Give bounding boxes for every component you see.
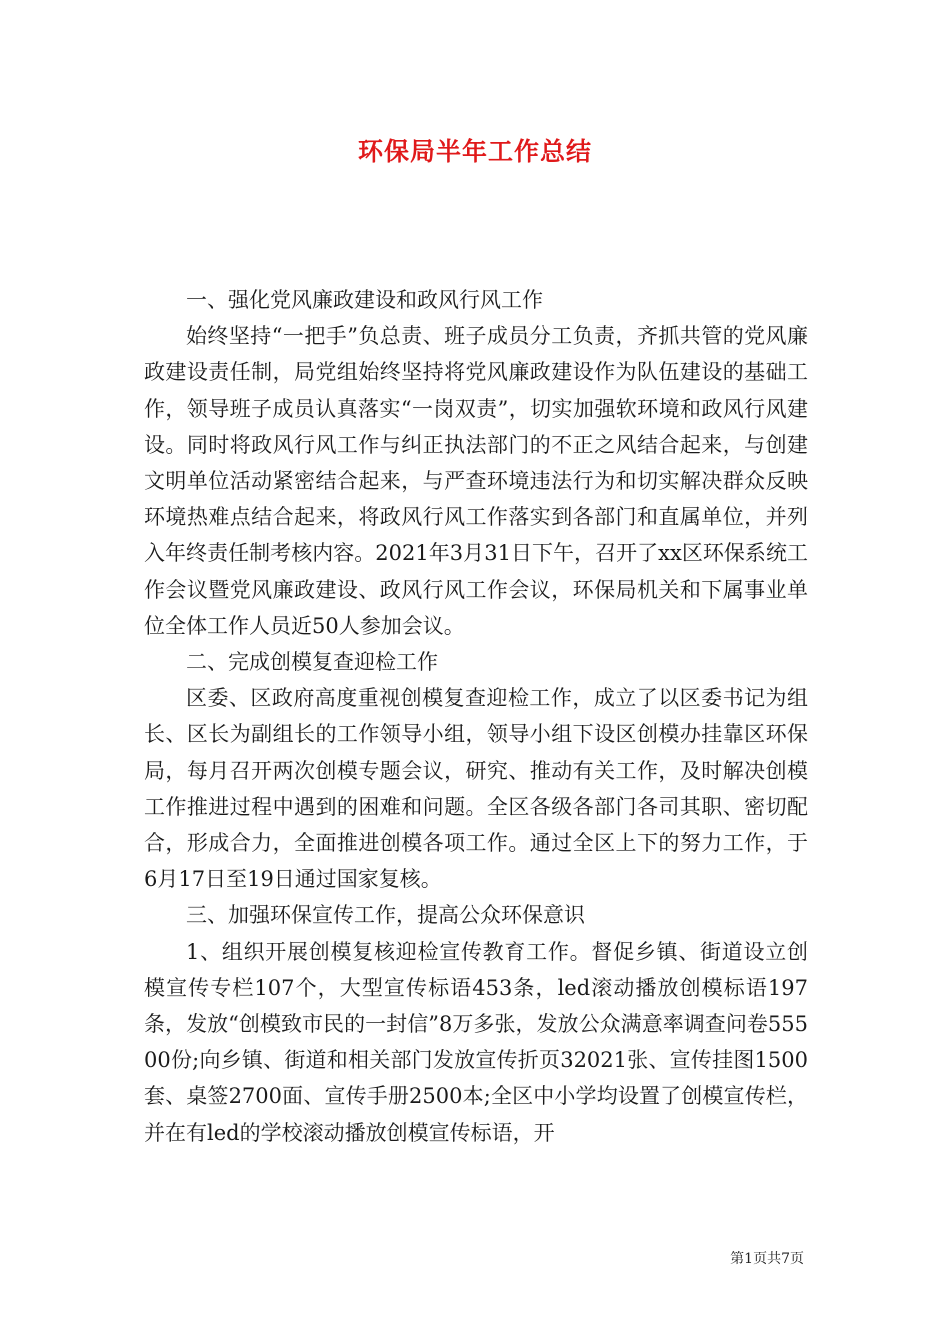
- paragraph: 1、组织开展创模复核迎检宣传教育工作。督促乡镇、街道设立创模宣传专栏107个，大型宣传标语453条，led滚动播放创模标语197条，发放“创模致市民的一封信”8万多张，发放公众满意率调查问卷55500份;向乡镇、街道和相关部门发放宣传折页32021张、宣传挂图1500套、桌签2700面、宣传手册2500本;全区中小学均设置了创模宣传栏，并在有led的学校滚动播放创模宣传标语，开: [144, 939, 808, 1145]
- section-heading-1: 一、强化党风廉政建设和政风行风工作: [186, 288, 543, 312]
- section-heading-2: 二、完成创模复查迎检工作: [186, 650, 438, 675]
- paragraph: 始终坚持“一把手”负总责、班子成员分工负责，齐抓共管的党风廉政建设责任制，局党组始终坚持将党风廉政建设作为队伍建设的基础工作，领导班子成员认真落实“一岗双责”，切实加强软环境和政风行风建设。同时将政风行风工作与纠正执法部门的不正之风结合起来，与创建文明单位活动紧密结合起来，与严查环境违法行为和切实解决群众反映环境热难点结合起来，将政风行风工作落实到各部门和直属单位，并列入年终责任制考核内容。2021年3月31日下午，召开了xx区环保系统工作会议暨党风廉政建设、政风行风工作会议，环保局机关和下属事业单位全体工作人员近50人参加会议。: [144, 324, 808, 638]
- paragraph: 区委、区政府高度重视创模复查迎检工作，成立了以区委书记为组长、区长为副组长的工作领导小组，领导小组下设区创模办挂靠区环保局，每月召开两次创模专题会议，研究、推动有关工作，及时解决创模工作推进过程中遇到的困难和问题。全区各级各部门各司其职、密切配合，形成合力，全面推进创模各项工作。通过全区上下的努力工作，于6月17日至19日通过国家复核。: [144, 686, 808, 892]
- page-number: 第1页共7页: [730, 1251, 804, 1267]
- section-heading-3: 三、加强环保宣传工作，提高公众环保意识: [186, 903, 585, 928]
- page-title: 环保局半年工作总结: [357, 137, 592, 166]
- document-body: [144, 282, 808, 1151]
